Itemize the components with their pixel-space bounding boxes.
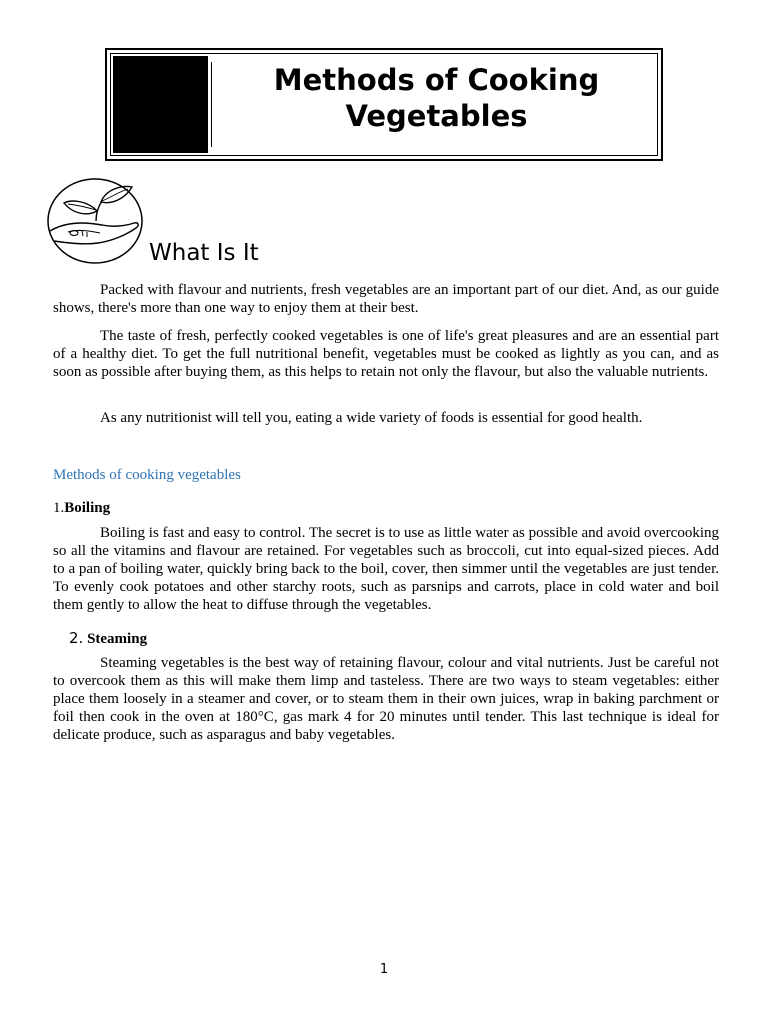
method-title: Boiling <box>64 500 111 516</box>
title-divider <box>211 62 212 147</box>
boiling-paragraph: Boiling is fast and easy to control. The secret is to use as little water as possible and avoid overcooking so all the vitamins and flavour are retained. For vegetables such as broccoli, cut into equal-sized pieces. Add to a pan of boiling water, quickly bring back to the boil, cover, then simmer until the vegetables are just tender. To evenly cook potatoes and other starchy roots, such as parsnips and carrots, place in cold water and boil them gently to allow the heat to diffuse through the vegetables. <box>53 525 719 613</box>
page-title-line2: Vegetables <box>345 99 528 133</box>
method-number: 2. <box>69 629 84 647</box>
title-box <box>105 48 663 161</box>
steaming-paragraph: Steaming vegetables is the best way of retaining flavour, colour and vital nutrients. Just be careful not to overcook them as this will make them limp and tasteless. There are two ways to steam vegetables: either place them loosely in a steamer and cover, or to steam them in their own juices, wrap in baking parchment or foil then cook in the oven at 180°C, gas mark 4 for 20 minutes until tender. This last technique is ideal for delicate produce, such as asparagus and baby vegetables. <box>53 655 719 743</box>
hand-holding-seedling-icon <box>46 177 144 265</box>
method-heading-boiling <box>53 499 110 517</box>
page-title <box>216 62 657 134</box>
section-heading-what-is-it: What Is It <box>149 240 259 266</box>
intro-paragraph-2: The taste of fresh, perfectly cooked vegetables is one of life's great pleasures and are an essential part of a healthy diet. To get the full nutritional benefit, vegetables must be cooked as lightly as you can, and as soon as possible after buying them, as this helps to retain not only the flavour, but also the valuable nutrients. <box>53 328 719 380</box>
intro-paragraph-1: Packed with flavour and nutrients, fresh vegetables are an important part of our diet. And, as our guide shows, there's more than one way to enjoy them at their best. <box>53 282 719 316</box>
method-number: 1. <box>53 500 65 516</box>
intro-paragraph-3: As any nutritionist will tell you, eating a wide variety of foods is essential for good health. <box>100 410 643 426</box>
method-title: Steaming <box>87 631 148 647</box>
title-black-block <box>113 56 208 153</box>
methods-heading: Methods of cooking vegetables <box>53 467 241 483</box>
page-title-line1: Methods of Cooking <box>273 63 600 97</box>
page-number: 1 <box>379 962 389 977</box>
title-inner-frame <box>110 53 658 156</box>
method-heading-steaming <box>69 629 147 648</box>
